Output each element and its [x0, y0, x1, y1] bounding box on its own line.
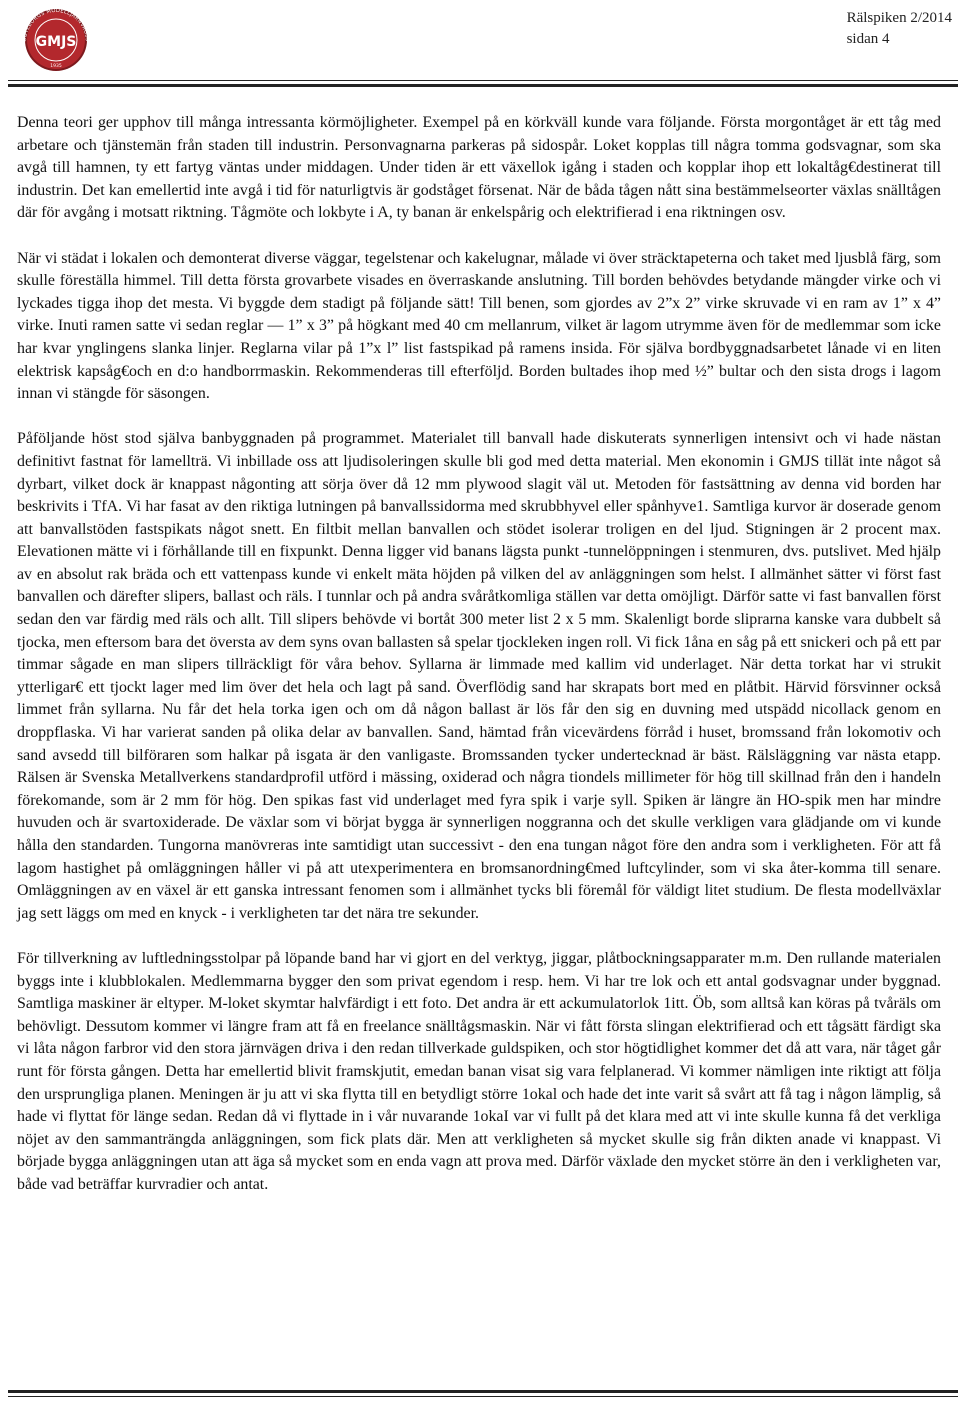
logo-ring-text: GÖTEBORGS MODELLJÄRNVÄGSS: [21, 7, 91, 43]
header-rule-thin: [8, 80, 958, 81]
article-body: [17, 112, 941, 1219]
footer-rule-thick: [8, 1390, 958, 1393]
paragraph: När vi städat i lokalen och demonterat diverse väggar, tegelstenar och kakelugnar, målade vi över sträcktapeterna och taket med ljusblå färg, som skulle föreställa himmel. Till detta första grovarbete visades en överraskande anslutning. Till borden behövdes betydande mängder virke och vi lyckades tigga ihop det mesta. Vi byggde dem stadigt på följande sätt! Till benen, som gjordes av 2”x 2” virke skruvade vi en ram av 1” x 4” virke. Inuti ramen satte vi sedan reglar — 1” x 3” på högkant med 40 cm mellanrum, vilket är lagom utrymme även för de medlemmar som icke har kvar ynglingens slanka linjer. Reglarna vilar på 1”x l” list fastspikad på ramens insida. För själva bordbyggnadsarbetet lånade vi en liten elektrisk kapsåg€och en d:o handborrmaskin. Rekommenderas till efterföljd. Borden bultades ihop med ½” bultar och den sista drogs i lagom innan vi stängde för säsongen.: [17, 249, 941, 403]
logo-year: 1935: [50, 64, 62, 69]
gmjs-logo: [14, 6, 98, 72]
logo-letters: GMJS: [35, 34, 77, 50]
page-number: sidan 4: [846, 31, 890, 47]
footer-rule-thin: [8, 1396, 958, 1397]
header-rule-thick: [8, 84, 958, 87]
issue-title: Rälspiken 2/2014: [846, 10, 952, 26]
page-header: [0, 0, 960, 96]
gmjs-club-seal-icon: [14, 6, 98, 72]
issue-info: [847, 8, 952, 50]
paragraph: Denna teori ger upphov till många intressanta körmöjligheter. Exempel på en körkväll kunde vara följande. Första morgontåget är ett tåg med arbetare och tjänstemän från staden till industrin. Personvagnarna parkeras på sidospår. Loket kopplas till några tomma godsvagnar, som ska avgå till hamnen, ty ett fartyg väntas under middagen. Under tiden är ett växellok igång i staden och kopplar ihop ett lokaltåg€destinerat till industrin. Det kan emellertid inte avgå i tid för naturligtvis är godståget försenat. När de båda tågen nått sina bestämmelseorter växlas snälltågen där för avgång i motsatt riktning. Tågmöte och lokbyte i A, ty banan är enkelspårig och elektrifierad i ena riktningen osv.: [17, 114, 941, 222]
paragraph: Påföljande höst stod själva banbyggnaden på programmet. Materialet till banvall hade diskuterats synnerligen intensivt och vi hade nästan definitivt fastnat för lamellträ. Vi inbillade oss att ljudisoleringen skulle bli god med detta material. Men ekonomin i GMJS tillät inte något så dyrbart, vilket dock är knappast någonting att sörja över då 12 mm plywood slagit väl ut. Metoden för fastsättning av denna vid borden har beskrivits i TfA. Vi har fasat av den riktiga lutningen på banvallssidorma med skrubbhyvel eller spånhyve1. Samtliga kurvor är doserade genom att banvallstöden fastspikats något snett. En filtbit mellan banvallen och stödet isolerar troligen en del ljud. Stigningen är 2 procent max. Elevationen mätte vi i förhållande till en fixpunkt. Denna ligger vid banans lägsta punkt -tunnelöppningen i stenmuren, dvs. putslivet. Med hjälp av en absolut rak bräda och ett vattenpass kunde vi enkelt mäta höjden på vilken del av anläggningen som helst. I allmänhet sätter vi först fast banvallen och därefter slipers, ballast och räls. I tunnlar och på andra svåråtkomliga ställen var detta omöjligt. Därför satte vi fast banvallen först sedan den var färdig med räls och allt. Till slipers behövde vi bortåt 300 meter list 2 x 5 mm. Skalenligt borde sliprarna kanske vara dubbelt så tjocka, men eftersom bara det översta av dem syns ovan ballasten så spelar tjockleken ingen roll. Vi fick 1åna en såg på ett snickeri och på ett par timmar sågade en man slipers tillräckligt för våra behov. Syllarna är limmade med kallim vid underlaget. När detta torkat har vi strukit ytterligar€ ett tjockt lager med lim över det hela och lagt på sand. Överflödig sand har skrapats bort med en plåtbit. Härvid försvinner också limmet från syllarna. Nu får det hela torka igen och om då någon ballast är lös får den sig en duvning med utspädd nicollack genom en droppflaska. Vi har varierat sanden på olika delar av banvallen. Sand, hämtad från vicevärdens förråd i huset, bromssand från lokomotiv och sand avsedd till bilföraren som halkar på isgata är den vanligaste. Bromssanden tycker undertecknad är bäst. Rälsläggning var nästa etapp. Rälsen är Svenska Metallverkens standardprofil utförd i mässing, oxiderad och några tiondels millimeter för hög till skillnad från den i handeln förekomande, som är 2 mm för hög. Den spikas fast vid underlaget med fyra spik i varje syll. Spiken är längre än HO-spik men har mindre huvuden och är svartoxiderade. De växlar som vi börjat bygga är synnerligen noggranna och det skulle verkligen vara glädjande om vi kunde hålla den standarden. Tungorna manövreras inte samtidigt utan successivt - den ena tungan något före den andra som i verkligheten. För att få lagom hastighet på omläggningen håller vi på att utexperimentera en bromsanordning€med luftcylinder, som vi ska åter-komma till senare. Omläggningen av en växel är ett ganska intressant fenomen som i allmänhet tycks bli föremål för väldigt litet studium. De flesta modellväxlar jag sett läggs om med en knyck - i verkligheten tar det nära tre sekunder.: [17, 430, 941, 922]
paragraph: För tillverkning av luftledningsstolpar på löpande band har vi gjort en del verktyg, jiggar, plåtbockningsapparater m.m. Den rullande materialen byggs inte i klubblokalen. Medlemmarna bygger den som privat egendom i resp. hem. Vi har tre lok och ett antal godsvagnar under byggnad. Samtliga maskiner är eltyper. M-loket skymtar halvfärdigt i ett foto. Det andra är ett ackumulatorlok 1itt. Öb, som alltså kan köras på tvåräls om behövligt. Dessutom kommer vi längre fram att få en freelance snälltågsmaskin. När vi fått första slingan elektrifierad och ett tågsätt färdigt ska vi låta någon farbror vid den stora järnvägen driva i den redan tillverkade guldspiken, och stor högtidlighet kommer det då att vara, när tåget går runt för första gången. Detta har emellertid blivit framskjutit, emedan banan visat sig vara felplanerad. Vi kommer nämligen inte riktigt att följa den ursprungliga planen. Meningen är ju att vi ska flytta till en betydligt större 1okal och hade det inte varit så svårt att få tag i någon lämplig, så hade vi flyttat för länge sedan. Redan då vi flyttade in i vår nuvarande 1okaI var vi fullt på det klara med att vi inte skulle kunna få det verkliga nöjet av den sammanträngda anläggningen, som fick plats där. Men att verkligheten så mycket skulle sig från dikten anade vi knappast. Vi började bygga anläggningen utan att äga så mycket som en enda vagn att prova med. Därför växlade den mycket större än den i verkligheten var, både vad beträffar kurvradier och antat.: [17, 949, 941, 1193]
